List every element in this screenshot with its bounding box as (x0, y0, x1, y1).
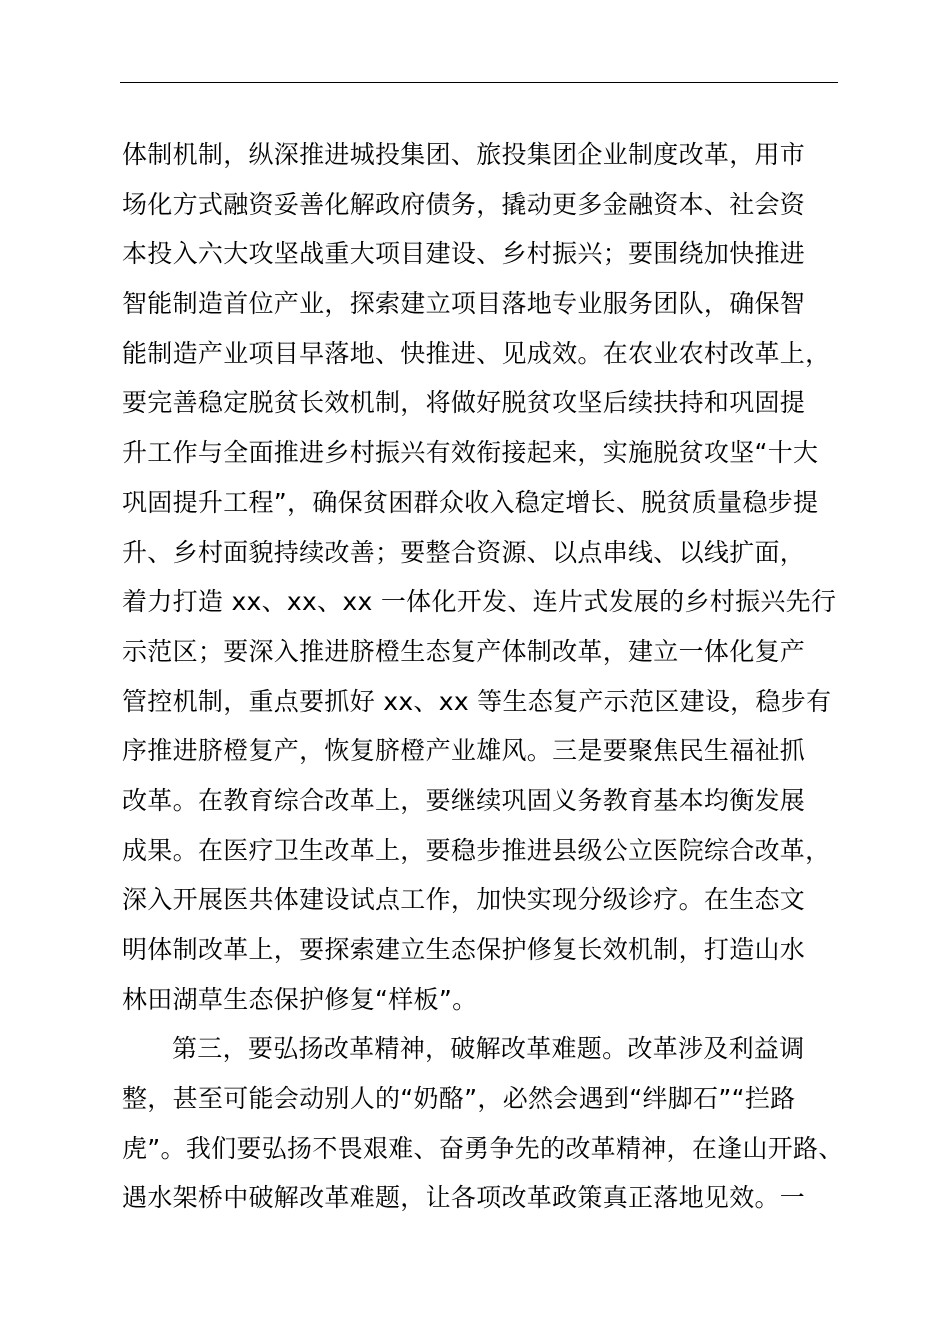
text-line: 智能制造首位产业，探索建立项目落地专业服务团队，确保智 (122, 289, 806, 319)
text-line: 管控机制，重点要抓好 xx、xx 等生态复产示范区建设，稳步有 (122, 686, 832, 716)
text-line: 改革。在教育综合改革上，要继续巩固义务教育基本均衡发展 (122, 785, 806, 815)
text-line: 体制机制，纵深推进城投集团、旅投集团企业制度改革，用市 (122, 140, 806, 169)
text-line: 着力打造 xx、xx、xx 一体化开发、连片式发展的乡村振兴先行 (122, 587, 837, 617)
text-line: 序推进脐橙复产，恢复脐橙产业雄风。三是要聚焦民生福祉抓 (122, 736, 806, 766)
text-line: 示范区；要深入推进脐橙生态复产体制改革，建立一体化复产 (122, 636, 806, 666)
text-line: 深入开展医共体建设试点工作，加快实现分级诊疗。在生态文 (122, 885, 806, 915)
text-line: 林田湖草生态保护修复“样板”。 (122, 984, 478, 1014)
text-line: 要完善稳定脱贫长效机制，将做好脱贫攻坚后续扶持和巩固提 (122, 388, 806, 418)
document-body (122, 130, 842, 1223)
text-line: 成果。在医疗卫生改革上，要稳步推进县级公立医院综合改革， (122, 835, 831, 865)
text-line: 升、乡村面貌持续改善；要整合资源、以点串线、以线扩面， (122, 537, 806, 567)
text-line: 整，甚至可能会动别人的“奶酪”，必然会遇到“绊脚石”“拦路 (122, 1084, 796, 1114)
text-line: 遇水架桥中破解改革难题，让各项改革政策真正落地见效。一 (122, 1183, 806, 1213)
paragraph-first-line: 第三，要弘扬改革精神，破解改革难题。改革涉及利益调 (172, 1034, 805, 1064)
text-line: 虎”。我们要弘扬不畏艰难、奋勇争先的改革精神，在逢山开路、 (122, 1133, 844, 1163)
text-line: 巩固提升工程”，确保贫困群众收入稳定增长、脱贫质量稳步提 (122, 487, 819, 517)
text-line: 本投入六大攻坚战重大项目建设、乡村振兴；要围绕加快推进 (122, 239, 806, 269)
header-rule (120, 82, 838, 83)
text-line: 升工作与全面推进乡村振兴有效衔接起来，实施脱贫攻坚“十大 (122, 438, 819, 468)
text-line: 场化方式融资妥善化解政府债务，撬动更多金融资本、社会资 (122, 189, 806, 219)
text-line: 明体制改革上，要探索建立生态保护修复长效机制，打造山水 (122, 935, 806, 964)
text-line: 能制造产业项目早落地、快推进、见成效。在农业农村改革上， (122, 338, 831, 368)
